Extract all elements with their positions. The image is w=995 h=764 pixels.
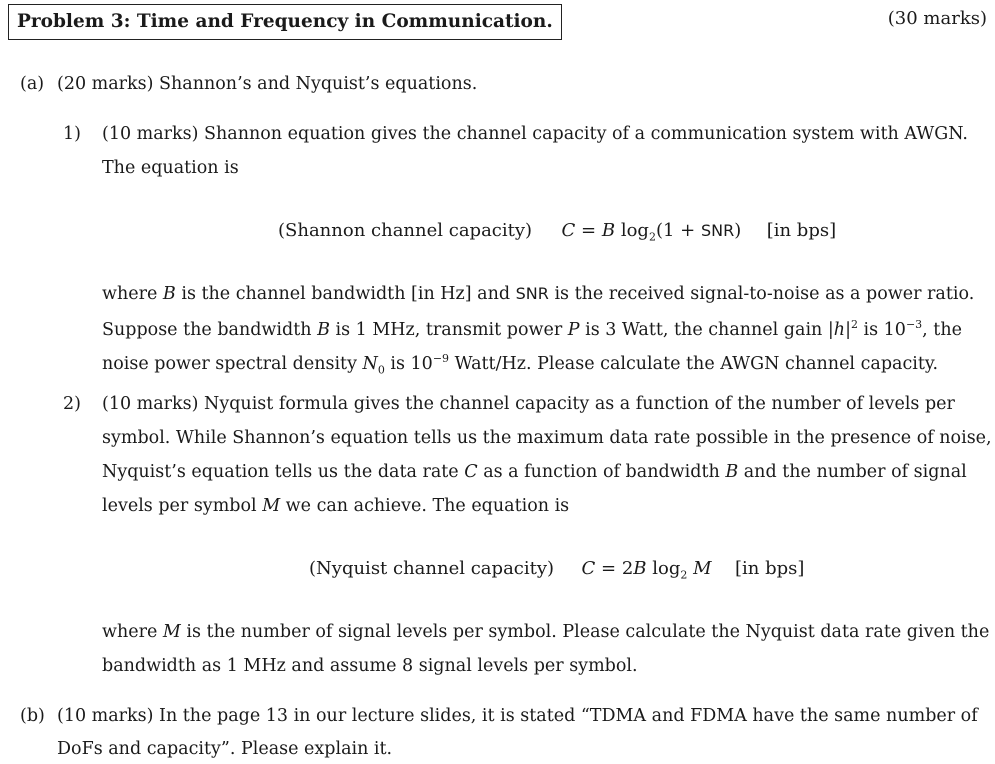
shannon-equation: [278, 220, 836, 244]
symbol-C: C: [464, 462, 478, 482]
q1-line2: The equation is: [102, 158, 239, 178]
eq-symbol-C: C: [581, 558, 596, 579]
square-exponent: 2: [850, 318, 858, 331]
q2-line2: symbol. While Shannon’s equation tells us the maximum data rate possible in the presence of noise,: [102, 428, 992, 448]
eq-symbol-C: C: [561, 220, 576, 241]
symbol-P: P: [567, 319, 580, 340]
q1-after-line3: noise power spectral density $N_0$ is $10^{-9}$ Watt/Hz. Please calculate the AWGN channel capacity.: [102, 352, 939, 377]
eq-snr: SNR: [700, 221, 735, 240]
part-b-line1: (10 marks) In the page 13 in our lecture slides, it is stated “TDMA and FDMA have the same number of: [57, 706, 978, 726]
q2-after-line2: bandwidth as 1 MHz and assume 8 signal levels per symbol.: [102, 656, 638, 676]
eq-equals: =: [595, 558, 622, 579]
eq-symbol-M: M: [693, 558, 712, 579]
problem-title: Problem 3: Time and Frequency in Communication.: [8, 4, 562, 40]
eq-log-base: 2: [648, 230, 656, 244]
part-a-heading: (20 marks) Shannon’s and Nyquist’s equations.: [57, 74, 478, 94]
q1-after-line2: Suppose the bandwidth B is 1 MHz, transmit power P is 3 Watt, the channel gain $|h|^2$ is $10^{-3}$, the: [102, 318, 962, 340]
symbol-M: M: [262, 496, 281, 516]
eq-two: 2: [621, 558, 634, 579]
q1-line1: (10 marks) Shannon equation gives the channel capacity of a communication system with AWGN.: [102, 124, 968, 144]
q1-after-line1: where B is the channel bandwidth [in Hz] and SNR is the received signal-to-noise as a power ratio.: [102, 284, 975, 304]
symbol-h: h: [833, 319, 846, 340]
eq-close-paren: ): [734, 220, 742, 241]
symbol-N: N: [362, 353, 378, 374]
eq-log: log: [620, 220, 649, 241]
eq-symbol-B: B: [601, 220, 616, 241]
q1-number: 1): [63, 124, 81, 144]
symbol-B: B: [317, 319, 330, 340]
symbol-B: B: [725, 462, 739, 482]
q2-line3: Nyquist’s equation tells us the data rate C as a function of bandwidth B and the number of signal: [102, 462, 967, 482]
noise-exponent: −9: [432, 352, 450, 365]
q2-after-line1: where M is the number of signal levels per symbol. Please calculate the Nyquist data rate given the: [102, 622, 990, 642]
part-a-label: (a): [20, 74, 45, 94]
eq-equals: =: [575, 220, 602, 241]
nyquist-eq-label: (Nyquist channel capacity): [309, 558, 555, 579]
nyquist-eq-unit: [in bps]: [735, 558, 805, 579]
shannon-eq-label: (Shannon channel capacity): [278, 220, 533, 241]
gain-exponent: −3: [905, 318, 923, 331]
q2-line4: levels per symbol M we can achieve. The equation is: [102, 496, 570, 516]
symbol-M: M: [162, 622, 181, 642]
problem-marks: (30 marks): [887, 8, 987, 29]
eq-open-paren: (1 +: [655, 220, 701, 241]
q2-line1: (10 marks) Nyquist formula gives the channel capacity as a function of the number of levels per: [102, 394, 955, 414]
symbol-B: B: [162, 284, 176, 304]
symbol-N-subscript: 0: [377, 363, 385, 377]
part-b-label: (b): [20, 706, 45, 726]
q2-number: 2): [63, 394, 81, 414]
nyquist-equation: [309, 558, 804, 582]
symbol-snr: SNR: [515, 284, 549, 303]
eq-log-base: 2: [680, 568, 688, 582]
part-b-line2: DoFs and capacity”. Please explain it.: [57, 739, 393, 759]
eq-log: log: [652, 558, 681, 579]
shannon-eq-unit: [in bps]: [766, 220, 837, 241]
eq-symbol-B: B: [633, 558, 647, 579]
